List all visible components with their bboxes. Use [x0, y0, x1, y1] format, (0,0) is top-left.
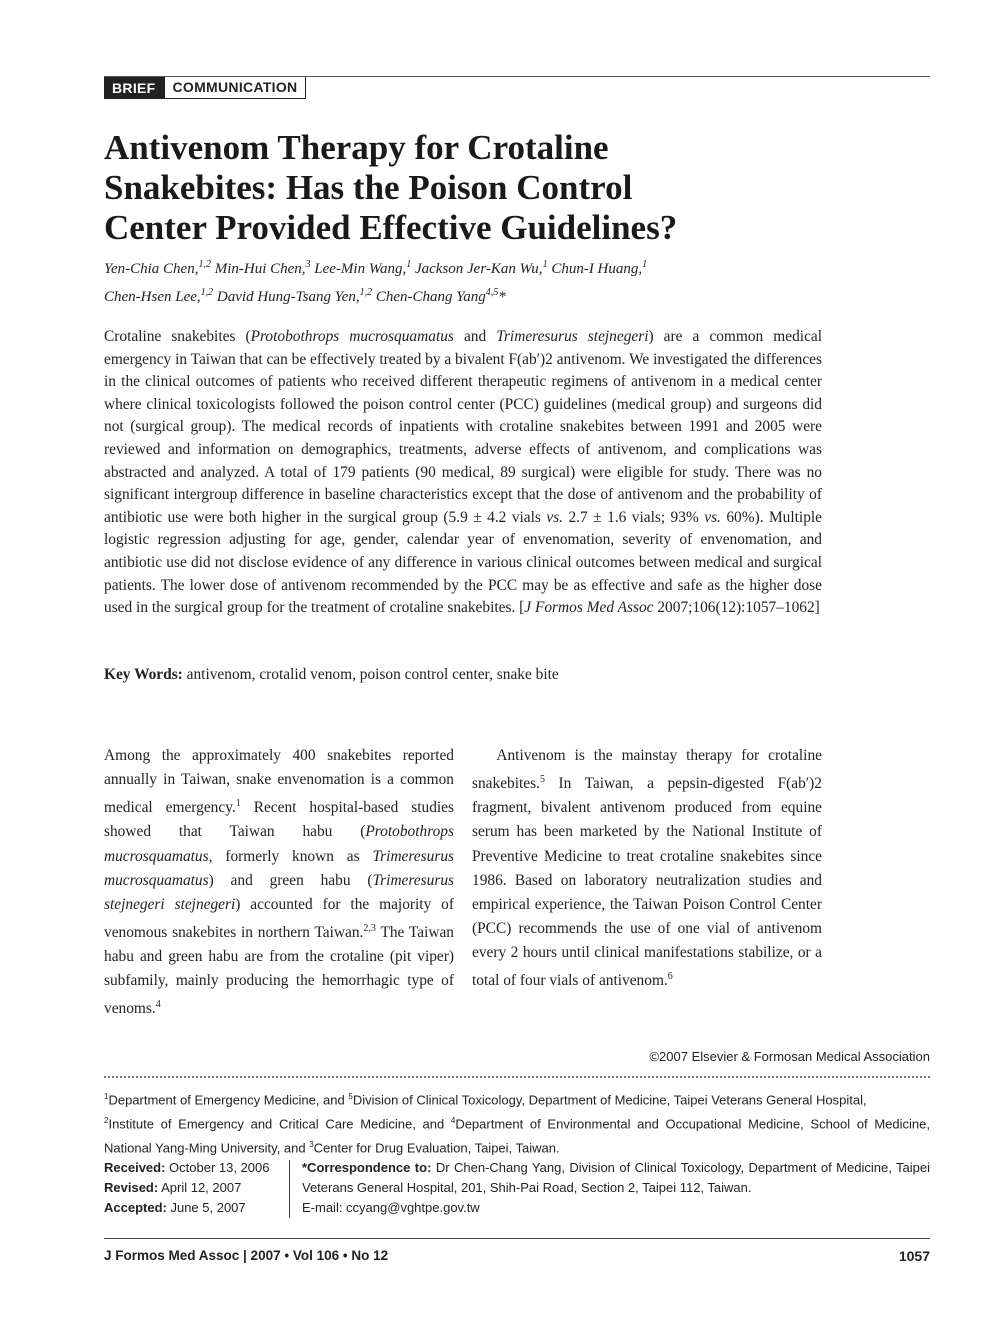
abstract: Crotaline snakebites (Protobothrops mucrosquamatus and Trimeresurus stejnegeri) are a common medical emergency in Taiwan that can be effectively treated by a bivalent F(ab′)2 antivenom. We investigated the differences in the clinical outcomes of patients who received different therapeutic regimens of antivenom in a medical center where clinical toxicologists followed the poison control center (PCC) guidelines (medical group) and surgeons did not (surgical group). The medical records of inpatients with crotaline snakebites between 1991 and 2005 were reviewed and information on demographics, treatments, adverse effects of antivenom, and complications was abstracted and analyzed. A total of 179 patients (90 medical, 89 surgical) were eligible for study. There was no significant intergroup difference in baseline characteristics except that the dose of antivenom and the probability of antibiotic use were both higher in the surgical group (5.9 ± 4.2 vials vs. 2.7 ± 1.6 vials; 93% vs. 60%). Multiple logistic regression adjusting for age, gender, calendar year of envenomation, severity of envenomation, and antibiotic use did not disclose evidence of any difference in various clinical outcomes between medical and surgical patients. The lower dose of antivenom recommended by the PCC may be as effective and safe as the higher dose used in the surgical group for the treatment of crotaline snakebites. [J Formos Med Assoc 2007;106(12):1057–1062] [104, 328, 823, 617]
dotted-divider [104, 1076, 930, 1078]
reference-link[interactable]: 1 [235, 798, 241, 810]
reference-link[interactable]: 5 [539, 774, 545, 786]
author-list [104, 253, 864, 309]
correspondence-email[interactable]: E-mail: ccyang@vghtpe.gov.tw [302, 1200, 480, 1215]
author-affil: 1,2 [198, 259, 211, 270]
correspondence-address: Dr Chen-Chang Yang, Division of Clinical Toxicology, Department of Medicine, Taipei Veterans General Hospital, 201, Shih-Pai Road, Section 2, Taipei 112, Taiwan. [302, 1160, 930, 1195]
reference-link[interactable]: 2,3 [363, 922, 376, 934]
copyright: ©2007 Elsevier & Formosan Medical Association [649, 1049, 930, 1064]
author: Min-Hui Chen, [210, 261, 306, 277]
author: Lee-Min Wang, [310, 261, 407, 277]
reference-link[interactable]: 6 [667, 970, 673, 982]
author-affil: 4,5 [485, 287, 499, 298]
author: Chen-Hsen Lee, [104, 289, 201, 305]
journal-info: J Formos Med Assoc | 2007 • Vol 106 • No 12 [104, 1248, 389, 1263]
title-line: Snakebites: Has the Poison Control [104, 168, 633, 207]
page-number: 1057 [898, 1248, 930, 1264]
citation-journal: J Formos Med Assoc [524, 599, 654, 617]
footer-rule [104, 1238, 930, 1239]
author-affil: 1 [642, 259, 648, 270]
badge-brief: BRIEF [104, 77, 164, 99]
received-date: Received: October 13, 2006 [104, 1160, 270, 1175]
revised-date: Revised: April 12, 2007 [104, 1180, 242, 1195]
corresponding-mark: * [498, 289, 506, 305]
author-affil: 1,2 [359, 287, 373, 298]
affiliations: $^1$Department of Emergency Medicine, and $^5$Division of Clinical Toxicology, Department of Medicine, Taipei Veterans General Hospital, $^2$Institute of Emergency and Critical Care Medicine, and $^4$Department of Environmental and Occupational Medicine, School of Medicine, National Yang-Ming University, and $^3$Center for Drug Evaluation, Taipei, Taiwan. [104, 1092, 930, 1156]
author: Yen-Chia Chen, [104, 261, 199, 277]
title-line: Antivenom Therapy for Crotaline [104, 128, 609, 167]
key-words-label: Key Words: [104, 666, 183, 683]
badge-communication: COMMUNICATION [164, 77, 307, 99]
correspondence [302, 1158, 930, 1218]
correspondence-label: *Correspondence to: [302, 1160, 432, 1175]
key-words-text: antivenom, crotalid venom, poison control center, snake bite [182, 666, 559, 683]
author-affil: 1 [406, 259, 412, 270]
body-column-right: Antivenom is the mainstay therapy for crotaline snakebites.$^5$ In Taiwan, a pepsin-digested F(ab′)2 fragment, bivalent antivenom produced from equine serum has been marketed by the National Institute of Preventive Medicine to treat crotaline snakebites since 1986. Based on laboratory neutralization studies and empirical experience, the Taiwan Poison Control Center (PCC) recommends the use of one vial of antivenom every 2 hours until clinical manifestations stabilize, or a total of four vials of antivenom.$^6$ [472, 747, 822, 990]
body-column-left: Among the approximately 400 snakebites reported annually in Taiwan, snake envenomation is a common medical emergency.$^1$ Recent hospital-based studies showed that Taiwan habu (Protobothrops mucrosquamatus, formerly known as Trimeresurus mucrosquamatus) and green habu (Trimeresurus stejnegeri stejnegeri) accounted for the majority of venomous snakebites in northern Taiwan.$^{2,3}$ The Taiwan habu and green habu are from the crotaline (pit viper) subfamily, mainly producing the hemorrhagic type of venoms.$^4$ [104, 747, 455, 1018]
key-words [104, 664, 822, 686]
author-affil: 1 [542, 259, 548, 270]
reference-link[interactable]: 4 [155, 999, 161, 1011]
author: Jackson Jer-Kan Wu, [411, 261, 543, 277]
author-affil: 1,2 [200, 287, 214, 298]
accepted-date: Accepted: June 5, 2007 [104, 1200, 246, 1215]
author: Chen-Chang Yang [372, 289, 486, 305]
title-line: Center Provided Effective Guidelines? [104, 208, 678, 247]
author: Chun-I Huang, [547, 261, 643, 277]
vertical-divider [289, 1160, 290, 1218]
section-badge [104, 77, 306, 99]
author: David Hung-Tsang Yen, [213, 289, 360, 305]
submission-dates [104, 1158, 294, 1218]
author-affil: 3 [305, 259, 311, 270]
article-title [104, 128, 824, 248]
